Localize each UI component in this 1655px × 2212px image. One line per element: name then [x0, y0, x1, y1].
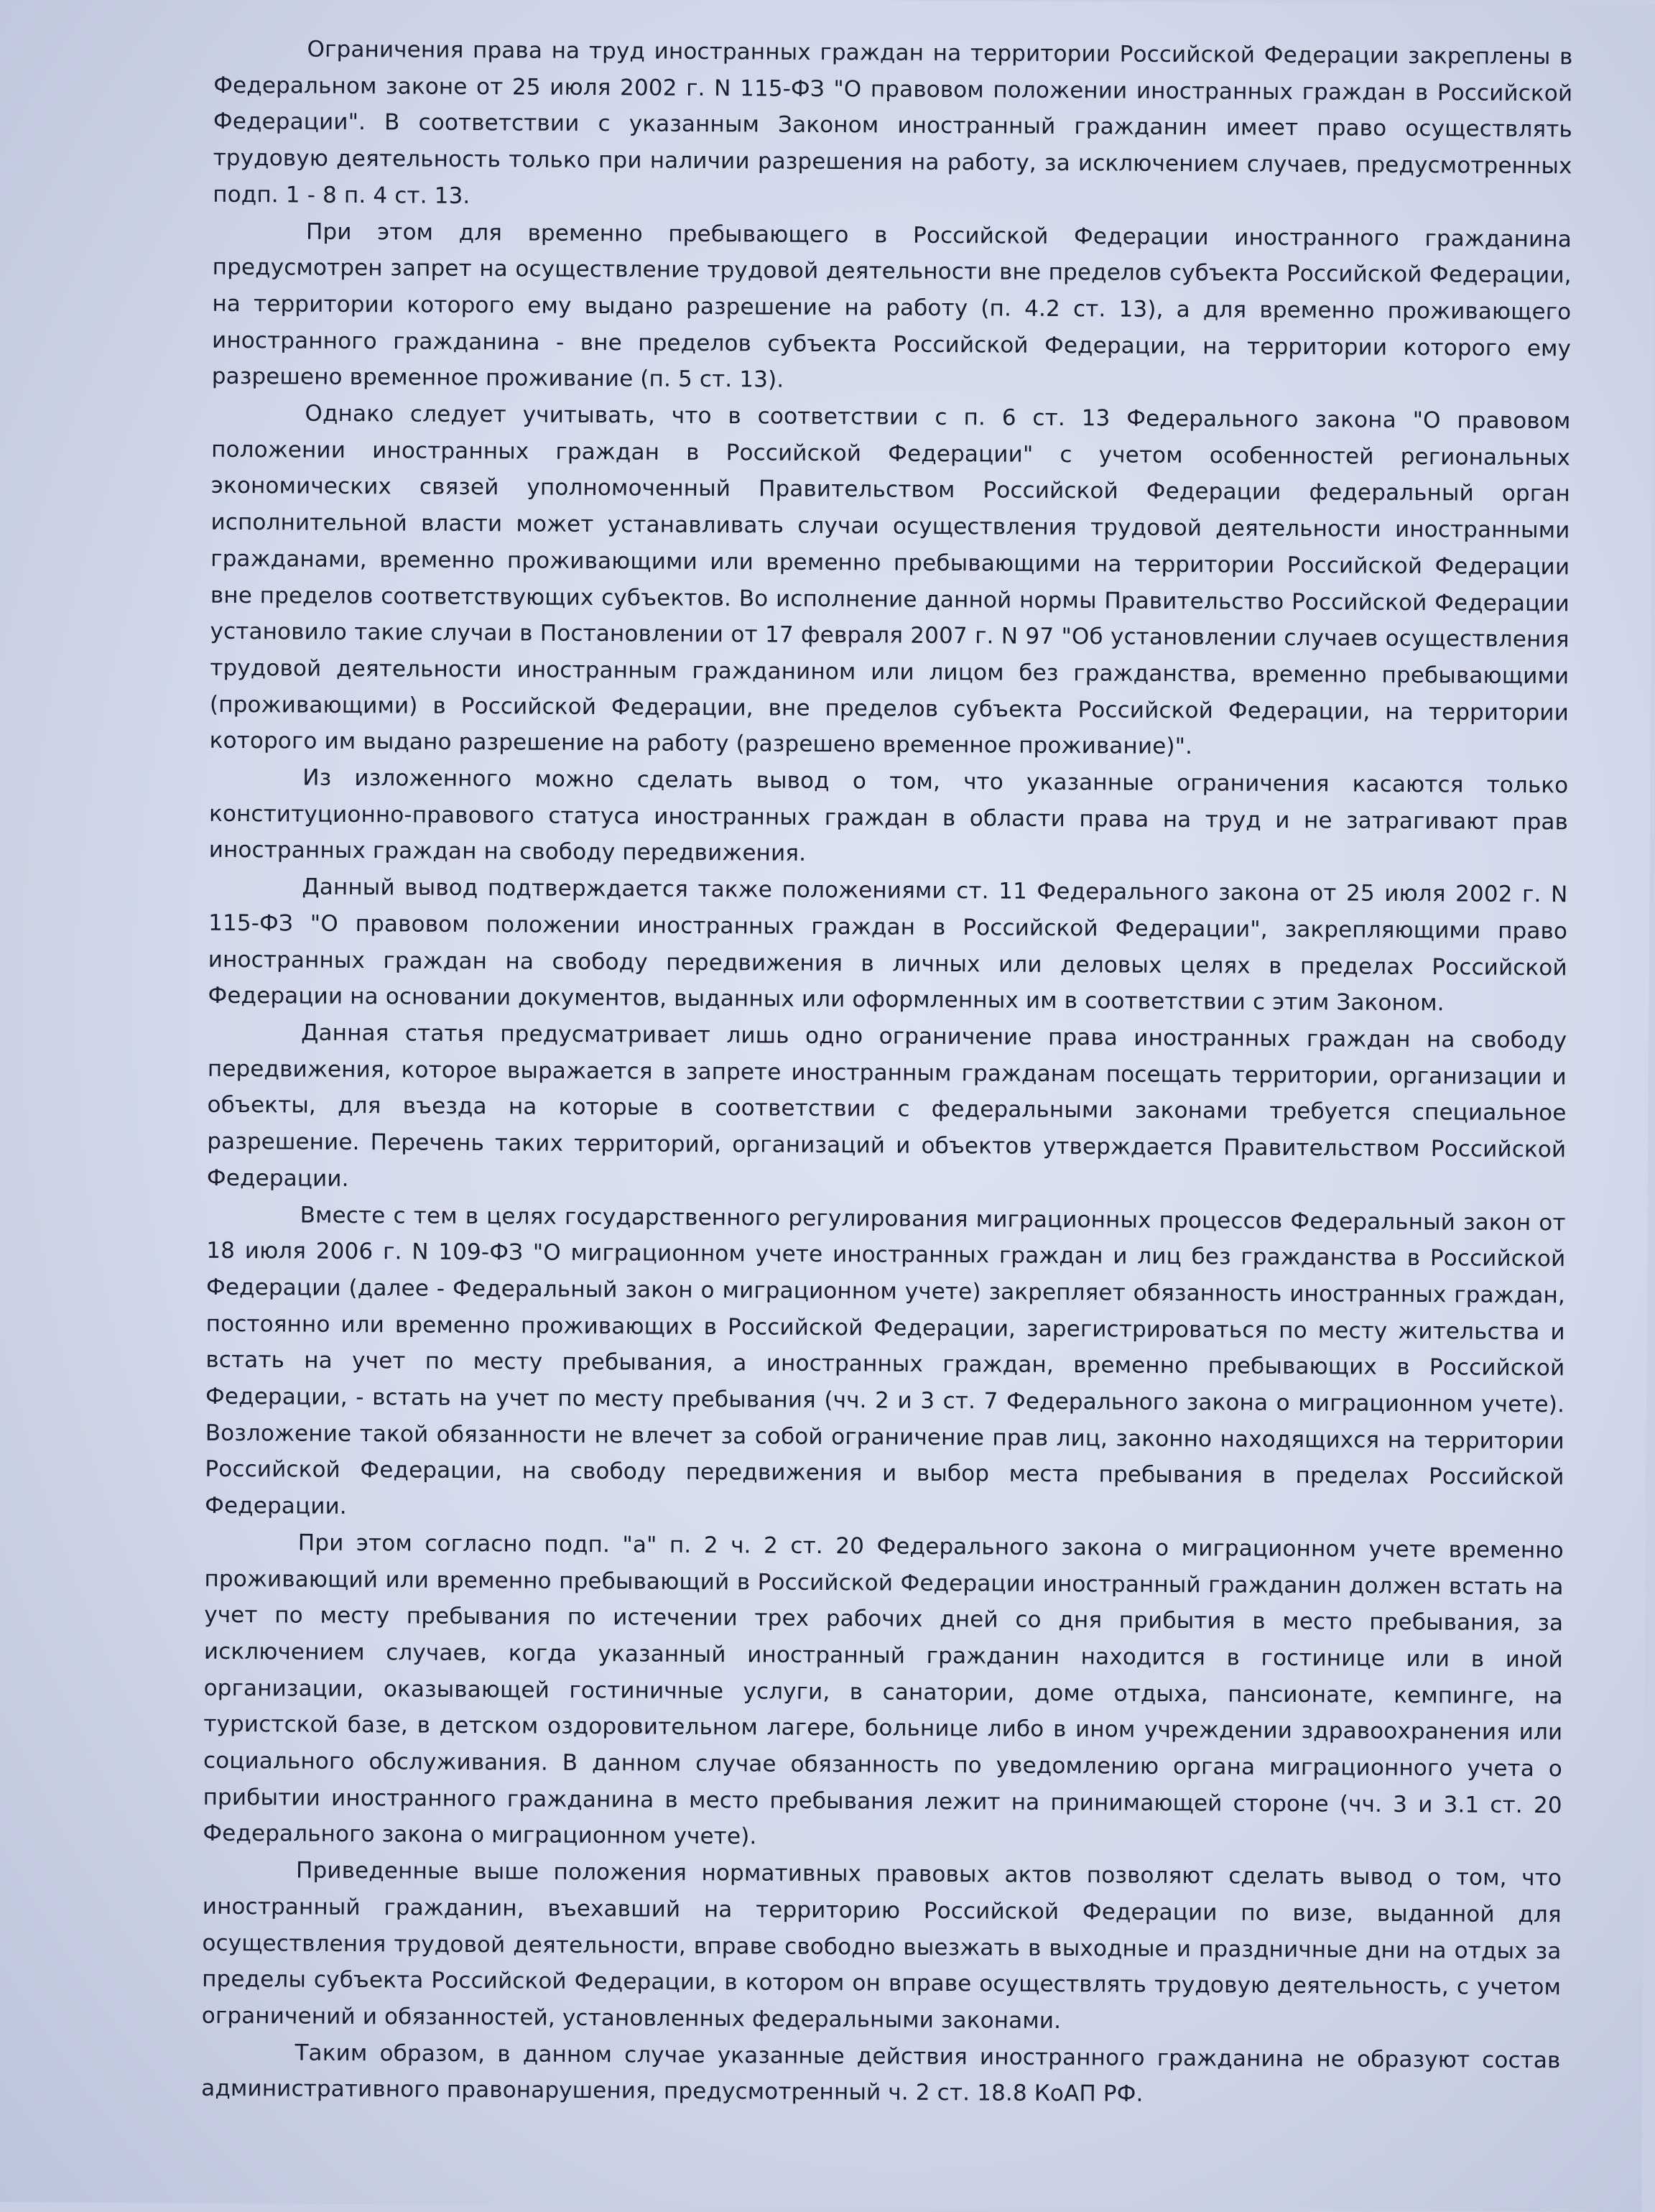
paragraph-4: Из изложенного можно сделать вывод о том, что указанные ограничения касаются только конституционно-правового статуса иностранных граждан в области права на труд и не затрагивают прав иностранных граждан на свободу передвижения.	[208, 764, 1569, 867]
paragraph-2: При этом для временно пребывающего в Российской Федерации иностранного гражданина предусмотрен запрет на осуществление трудовой деятельности вне пределов субъекта Российской Федерации, на территории которого ему выдано разрешение на работу (п. 4.2 ст. 13), а для временно проживающего иностранного гражданина - вне пределов субъекта Российской Федерации, на территории которого ему разрешено временное проживание (п. 5 ст. 13).	[211, 218, 1572, 393]
paragraph-3: Однако следует учитывать, что в соответствии с п. 6 ст. 13 Федерального закона "О правовом положении иностранных граждан в Российской Федерации" с учетом особенностей региональных экономических связей уполномоченный Правительством Российской Федерации федеральный орган исполнительной власти может устанавливать случаи осуществления трудовой деятельности иностранными гражданами, временно проживающими или временно пребывающими на территории Российской Федерации вне пределов соответствующих субъектов. Во исполнение данной нормы Правительство Российской Федерации установило такие случаи в Постановлении от 17 февраля 2007 г. N 97 "Об установлении случаев осуществления трудовой деятельности иностранным гражданином или лицом без гражданства, временно пребывающими (проживающими) в Российской Федерации, вне пределов субъекта Российской Федерации, на территории которого им выдано разрешение на работу (разрешено временное проживание)".	[209, 400, 1571, 760]
paragraph-1: Ограничения права на труд иностранных граждан на территории Российской Федерации закреплены в Федеральном законе от 25 июля 2002 г. N 115-ФЗ "О правовом положении иностранных граждан в Российской Федерации". В соответствии с указанным Законом иностранный гражданин имеет право осуществлять трудовую деятельность только при наличии разрешения на работу, за исключением случаев, предусмотренных подп. 1 - 8 п. 4 ст. 13.	[213, 36, 1573, 209]
document-body	[201, 31, 1573, 2116]
paragraph-10: Таким образом, в данном случае указанные действия иностранного гражданина не образуют состав административного правонарушения, предусмотренный ч. 2 ст. 18.8 КоАП РФ.	[201, 2040, 1561, 2108]
paragraph-8: При этом согласно подп. "а" п. 2 ч. 2 ст. 20 Федерального закона о миграционном учете временно проживающий или временно пребывающий в Российской Федерации иностранный гражданин должен встать на учет по месту пребывания по истечении трех рабочих дней со дня прибытия в место пребывания, за исключением случаев, когда указанный иностранный гражданин находится в гостинице или в иной организации, оказывающей гостиничные услуги, в санатории, доме отдыха, пансионате, кемпинге, на туристской базе, в детском оздоровительном лагере, больнице либо в ином учреждении здравоохранения или социального обслуживания. В данном случае обязанность по уведомлению органа миграционного учета о прибытии иностранного гражданина в место пребывания лежит на принимающей стороне (чч. 3 и 3.1 ст. 20 Федерального закона о миграционном учете).	[203, 1530, 1564, 1850]
paragraph-9: Приведенные выше положения нормативных правовых актов позволяют сделать вывод о том, что иностранный гражданин, въехавший на территорию Российской Федерации по визе, выданной для осуществления трудовой деятельности, вправе свободно выезжать в выходные и праздничные дни на отдых за пределы субъекта Российской Федерации, в котором он вправе осуществлять трудовую деятельность, с учетом ограничений и обязанностей, установленных федеральными законами.	[201, 1857, 1562, 2035]
paragraph-6: Данная статья предусматривает лишь одно ограничение права иностранных граждан на свободу передвижения, которое выражается в запрете иностранным гражданам посещать территории, организации и объекты, для въезда на которые в соответствии с федеральными законами требуется специальное разрешение. Перечень таких территорий, организаций и объектов утверждается Правительством Российской Федерации.	[206, 1019, 1567, 1192]
paragraph-7: Вместе с тем в целях государственного регулирования миграционных процессов Федеральный закон от 18 июля 2006 г. N 109-ФЗ "О миграционном учете иностранных граждан и лиц без гражданства в Российской Федерации (далее - Федеральный закон о миграционном учете) закрепляет обязанность иностранных граждан, постоянно или временно проживающих в Российской Федерации, зарегистрироваться по месту жительства и встать на учет по месту пребывания, а иностранных граждан, временно пребывающих в Российской Федерации, - встать на учет по месту пребывания (чч. 2 и 3 ст. 7 Федерального закона о миграционном учете). Возложение такой обязанности не влечет за собой ограничение прав лиц, законно находящихся на территории Российской Федерации, на свободу передвижения и выбор места пребывания в пределах Российской Федерации.	[205, 1202, 1566, 1520]
paragraph-5: Данный вывод подтверждается также положениями ст. 11 Федерального закона от 25 июля 2002 г. N 115-ФЗ "О правовом положении иностранных граждан в Российской Федерации", закрепляющими право иностранных граждан на свободу передвижения в личных или деловых целях в пределах Российской Федерации на основании документов, выданных или оформленных им в соответствии с этим Законом.	[208, 874, 1568, 1017]
